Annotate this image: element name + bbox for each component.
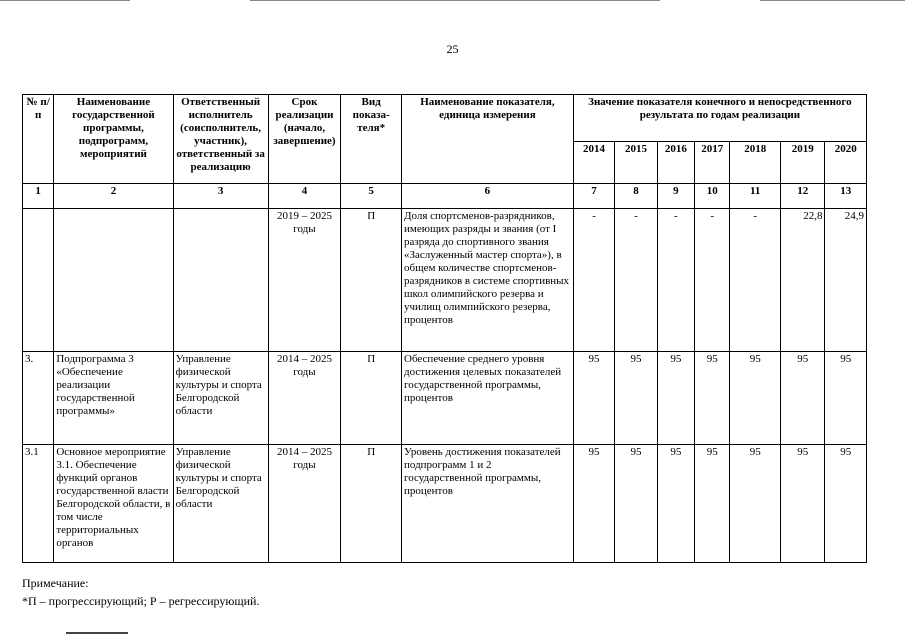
column-number: 13 xyxy=(825,184,867,209)
row-value: 95 xyxy=(657,445,694,563)
row-value: - xyxy=(615,209,657,352)
header-term: Срок реализации (начало, завершение) xyxy=(268,95,341,184)
row-term: 2019 – 2025 годы xyxy=(268,209,341,352)
row-value: 95 xyxy=(615,445,657,563)
top-scan-rule xyxy=(250,0,660,1)
page-number: 25 xyxy=(446,42,459,56)
row-value: 95 xyxy=(825,445,867,563)
row-value: 95 xyxy=(695,445,730,563)
row-value: 95 xyxy=(730,445,781,563)
indicator-table xyxy=(22,94,867,563)
header-values-group: Значение показателя конечного и непосредственного результата по годам реализации xyxy=(573,95,866,142)
header-num: № п/п xyxy=(23,95,54,184)
row-num: 3. xyxy=(23,352,54,445)
header-row xyxy=(23,95,867,142)
column-number: 3 xyxy=(173,184,268,209)
row-indicator: Обеспечение среднего уровня достижения целевых показателей государственной программы, процентов xyxy=(402,352,574,445)
column-number: 4 xyxy=(268,184,341,209)
header-year: 2016 xyxy=(657,142,694,184)
column-number: 2 xyxy=(54,184,173,209)
row-value: 22,8 xyxy=(780,209,824,352)
table-row xyxy=(23,445,867,563)
row-value: - xyxy=(573,209,614,352)
header-year: 2020 xyxy=(825,142,867,184)
column-number: 6 xyxy=(402,184,574,209)
row-value: 95 xyxy=(825,352,867,445)
row-kind: П xyxy=(341,209,402,352)
column-number: 12 xyxy=(780,184,824,209)
header-year: 2018 xyxy=(730,142,781,184)
row-value: 95 xyxy=(695,352,730,445)
row-num xyxy=(23,209,54,352)
row-value: 95 xyxy=(780,352,824,445)
row-value: - xyxy=(730,209,781,352)
row-value: 95 xyxy=(573,352,614,445)
column-number: 9 xyxy=(657,184,694,209)
row-name xyxy=(54,209,173,352)
row-kind: П xyxy=(341,445,402,563)
header-indicator: Наименование показателя, единица измерения xyxy=(402,95,574,184)
column-number: 11 xyxy=(730,184,781,209)
row-num: 3.1 xyxy=(23,445,54,563)
bottom-scan-rule xyxy=(66,632,128,634)
header-name: Наименование государственной программы, подпрограмм, мероприятий xyxy=(54,95,173,184)
column-number: 5 xyxy=(341,184,402,209)
column-number: 1 xyxy=(23,184,54,209)
row-value: 95 xyxy=(730,352,781,445)
row-value: - xyxy=(695,209,730,352)
row-value: 24,9 xyxy=(825,209,867,352)
row-value: - xyxy=(657,209,694,352)
row-indicator: Уровень достижения показателей подпрограмм 1 и 2 государственной программы, процентов xyxy=(402,445,574,563)
row-term: 2014 – 2025 годы xyxy=(268,445,341,563)
top-scan-rule xyxy=(760,0,905,1)
column-number: 7 xyxy=(573,184,614,209)
row-name: Подпрограмма 3 «Обеспечение реализации государственной программы» xyxy=(54,352,173,445)
header-year: 2017 xyxy=(695,142,730,184)
row-value: 95 xyxy=(780,445,824,563)
column-number-row xyxy=(23,184,867,209)
column-number: 10 xyxy=(695,184,730,209)
row-term: 2014 – 2025 годы xyxy=(268,352,341,445)
header-year: 2015 xyxy=(615,142,657,184)
header-year: 2014 xyxy=(573,142,614,184)
column-number: 8 xyxy=(615,184,657,209)
row-indicator: Доля спортсменов-разрядников, имеющих разряды и звания (от I разряда до спортивного звания «Заслуженный мастер спорта»), в общем количестве спортсменов-разрядников в системе спортивных школ олимпийского резерва и училищ олимпийского резерва, процентов xyxy=(402,209,574,352)
row-executor xyxy=(173,209,268,352)
table-row xyxy=(23,209,867,352)
header-kind: Вид показа-теля* xyxy=(341,95,402,184)
row-value: 95 xyxy=(573,445,614,563)
header-executor: Ответственный исполнитель (соисполнитель, участник), ответственный за реализацию xyxy=(173,95,268,184)
note-text: *П – прогрессирующий; Р – регрессирующий. xyxy=(22,594,260,608)
header-year: 2019 xyxy=(780,142,824,184)
row-value: 95 xyxy=(657,352,694,445)
table-row xyxy=(23,352,867,445)
row-executor: Управление физической культуры и спорта Белгородской области xyxy=(173,352,268,445)
row-name: Основное мероприятие 3.1. Обеспечение функций органов государственной власти Белгородской области, в том числе территориальных органов xyxy=(54,445,173,563)
row-kind: П xyxy=(341,352,402,445)
row-executor: Управление физической культуры и спорта Белгородской области xyxy=(173,445,268,563)
row-value: 95 xyxy=(615,352,657,445)
note-title: Примечание: xyxy=(22,576,89,590)
top-scan-rule xyxy=(0,0,130,1)
